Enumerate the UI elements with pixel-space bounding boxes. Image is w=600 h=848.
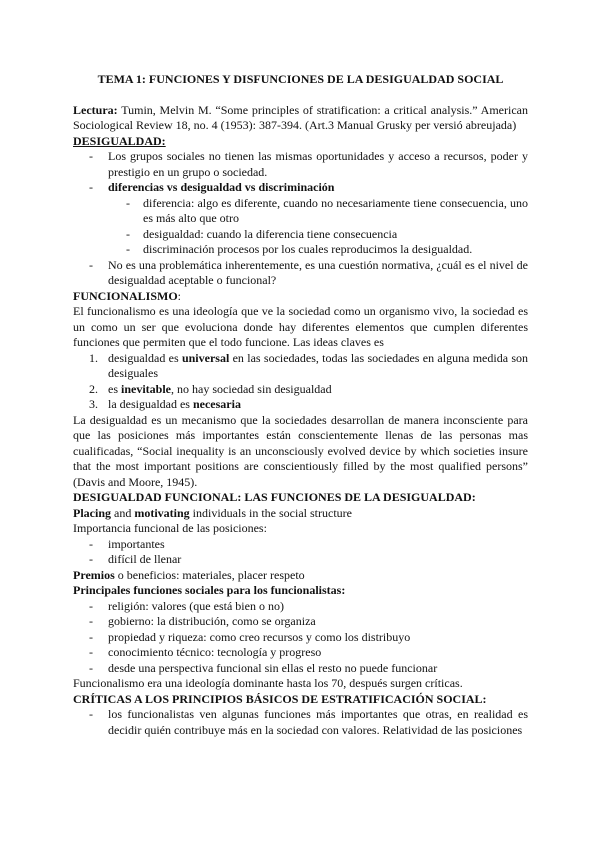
list-item-bold: diferencias vs desigualdad vs discriminación bbox=[108, 180, 335, 194]
idea-text: , no hay sociedad sin desigualdad bbox=[171, 381, 332, 396]
principales-heading: Principales funciones sociales para los funcionalistas: bbox=[73, 583, 346, 597]
funcionalismo-intro: El funcionalismo es una ideología que ve la sociedad como un organismo vivo, la sociedad es un como un ser que evoluciona donde hay diferentes elementos que cumplen diferentes funciones que permiten que el todo funcione. Las ideas claves es bbox=[73, 304, 528, 349]
list-item: - difícil de llenar bbox=[73, 552, 528, 568]
list-item: - No es una problemática inherentemente, es una cuestión normativa, ¿cuál es el nivel de desigualdad aceptable o funcional? bbox=[73, 258, 528, 289]
desigualdad-heading: DESIGUALDAD: bbox=[73, 133, 166, 148]
desigualdad-list bbox=[73, 149, 528, 289]
funciones-list bbox=[73, 599, 528, 677]
importancia-line: Importancia funcional de las posiciones: bbox=[73, 521, 267, 535]
list-item: - propiedad y riqueza: como creo recursos y como los distribuyo bbox=[73, 630, 528, 646]
closing-line: Funcionalismo era una ideología dominante hasta los 70, después surgen críticas. bbox=[73, 676, 463, 690]
placing-word: Placing bbox=[73, 505, 111, 520]
criticas-heading: CRÍTICAS A LOS PRINCIPIOS BÁSICOS DE ESTRATIFICACIÓN SOCIAL: bbox=[73, 691, 487, 706]
list-item: - desde una perspectiva funcional sin ellas el resto no puede funcionar bbox=[73, 661, 528, 677]
placing-rest: individuals in the social structure bbox=[189, 505, 352, 520]
idea-number: 3. bbox=[89, 397, 98, 411]
sublist-item: - desigualdad: cuando la diferencia tiene consecuencia bbox=[73, 227, 528, 243]
reading-text: Tumin, Melvin M. “Some principles of stratification: a critical analysis.” American Sociological Review 18, no. 4 (1953): 387-394. (Art.3 Manual Grusky per versió abreujada) bbox=[73, 102, 528, 132]
premios-label: Premios bbox=[73, 567, 115, 582]
list-item: - importantes bbox=[73, 537, 528, 553]
idea-text: en las sociedades, todas las sociedades en alguna medida son desiguales bbox=[108, 350, 529, 380]
motivating-word: motivating bbox=[134, 505, 190, 520]
sublist-item: - discriminación procesos por los cuales reproducimos la desigualdad. bbox=[73, 242, 528, 258]
list-item: - gobierno: la distribución, como se organiza bbox=[73, 614, 528, 630]
list-item: - conocimiento técnico: tecnología y progreso bbox=[73, 645, 528, 661]
idea-item bbox=[73, 351, 528, 382]
idea-number: 2. bbox=[89, 381, 98, 396]
idea-text: es bbox=[108, 381, 121, 396]
desigualdad-sublist bbox=[73, 196, 528, 258]
list-item bbox=[73, 180, 528, 258]
funcionalismo-paragraph: La desigualdad es un mecanismo que la sociedades desarrollan de manera inconsciente para que las posiciones más importantes están conscientemente llenas de las personas mas cualificadas, “Social inequality is an unconsciously evolved device by which societies insure that the most important positions are conscientiously filled by the most qualified persons” (Davis and Moore, 1945). bbox=[73, 412, 528, 489]
idea-keyword: necesaria bbox=[192, 397, 241, 411]
list-item: - religión: valores (que está bien o no) bbox=[73, 599, 528, 615]
idea-text: desigualdad es bbox=[108, 350, 182, 365]
importancia-list bbox=[73, 537, 528, 568]
desigualdad-funcional-heading: DESIGUALDAD FUNCIONAL: LAS FUNCIONES DE LA DESIGUALDAD: bbox=[73, 490, 476, 504]
funcionalismo-heading: FUNCIONALISMO bbox=[73, 288, 178, 303]
list-item: - los funcionalistas ven algunas funciones más importantes que otras, en realidad es decidir quién contribuye más en la sociedad con valores. Relatividad de las posiciones bbox=[73, 707, 528, 738]
idea-text: la desigualdad es bbox=[108, 397, 193, 411]
idea-number: 1. bbox=[89, 350, 98, 365]
funcionalismo-heading-line bbox=[73, 289, 528, 305]
reading-reference bbox=[73, 103, 528, 134]
ideas-list bbox=[73, 351, 528, 413]
and-word: and bbox=[111, 505, 135, 520]
idea-keyword: universal bbox=[181, 350, 230, 365]
criticas-list bbox=[73, 707, 528, 738]
reading-label: Lectura: bbox=[73, 102, 118, 117]
sublist-item: - diferencia: algo es diferente, cuando no necesariamente tiene consecuencia, uno es más alto que otro bbox=[73, 196, 528, 227]
heading-colon: : bbox=[177, 288, 182, 303]
premios-text: o beneficios: materiales, placer respeto bbox=[114, 567, 305, 582]
placing-line bbox=[73, 506, 528, 522]
list-item: - Los grupos sociales no tienen las mismas oportunidades y acceso a recursos, poder y prestigio en un grupo o sociedad. bbox=[73, 149, 528, 180]
document-title: TEMA 1: FUNCIONES Y DISFUNCIONES DE LA DESIGUALDAD SOCIAL bbox=[97, 72, 504, 86]
idea-item bbox=[73, 382, 528, 398]
idea-item bbox=[73, 397, 528, 413]
idea-keyword: inevitable bbox=[121, 381, 171, 396]
premios-line bbox=[73, 568, 528, 584]
